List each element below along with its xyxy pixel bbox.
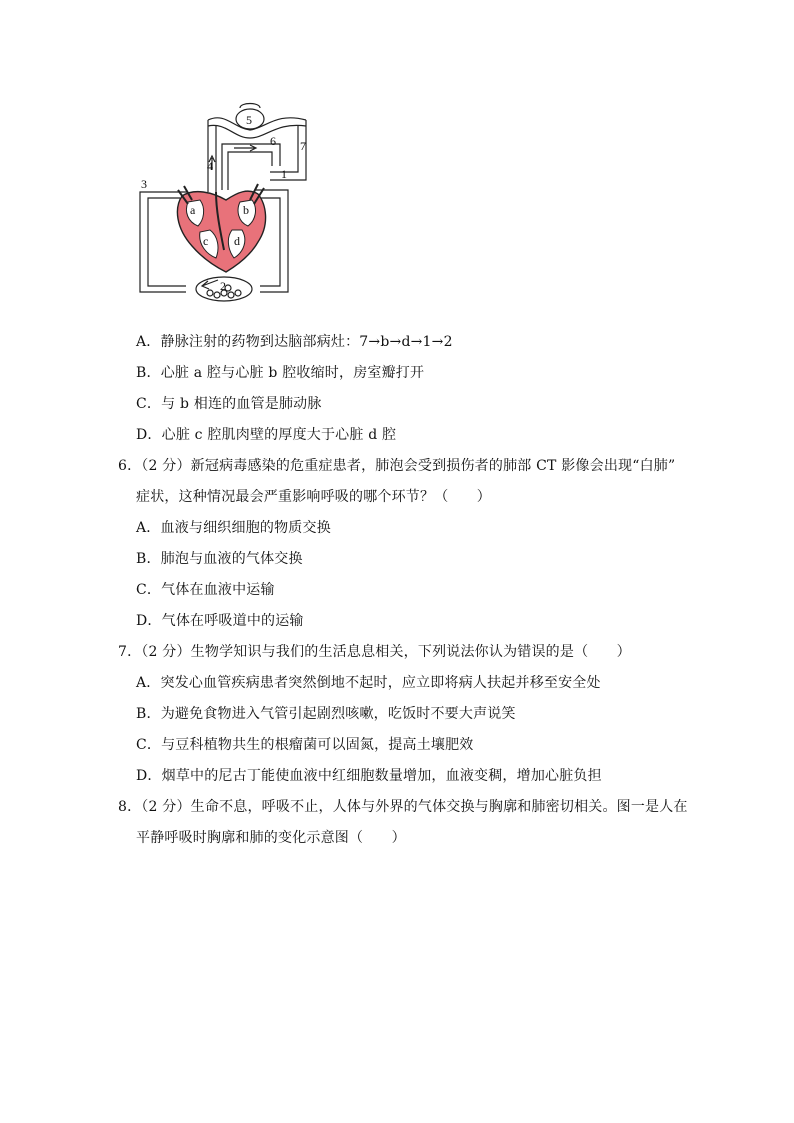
q6-option-a: A．血液与细织细胞的物质交换 — [136, 520, 331, 536]
label-3: 3 — [141, 177, 147, 191]
q6-option-c: C．气体在血液中运输 — [136, 582, 275, 598]
label-7: 7 — [300, 139, 306, 153]
label-4: 4 — [207, 159, 213, 173]
q5-option-b: B．心脏 a 腔与心脏 b 腔收缩时，房室瓣打开 — [136, 365, 425, 381]
q6-option-b: B．肺泡与血液的气体交换 — [136, 551, 303, 567]
q7-stem-line1: 7．（2 分）生物学知识与我们的生活息息相关，下列说法你认为错误的是（ ） — [118, 644, 631, 660]
label-2: 2 — [220, 279, 226, 293]
circulation-diagram-svg — [130, 100, 330, 305]
q6-stem-line2: 症状，这种情况最会严重影响呼吸的哪个环节？（ ） — [136, 489, 491, 505]
q6-stem-line1: 6．（2 分）新冠病毒感染的危重症患者，肺泡会受到损伤者的肺部 CT 影像会出现“白肺” — [118, 458, 676, 474]
label-d: d — [234, 234, 240, 248]
vessel-7-inner — [270, 126, 298, 172]
q7-option-d: D．烟草中的尼古丁能使血液中红细胞数量增加，血液变稠，增加心脏负担 — [136, 768, 602, 784]
label-6: 6 — [270, 134, 276, 148]
q8-stem-line1: 8．（2 分）生命不息，呼吸不止，人体与外界的气体交换与胸廓和肺密切相关。图一是人在 — [118, 799, 688, 815]
q7-option-c: C．与豆科植物共生的根瘤菌可以固氮，提高土壤肥效 — [136, 737, 474, 753]
q8-stem-line2: 平静呼吸时胸廓和肺的变化示意图（ ） — [136, 830, 406, 846]
q5-option-a: A．静脉注射的药物到达脑部病灶：7→b→d→1→2 — [136, 334, 453, 350]
arrow-right-icon — [234, 145, 256, 151]
pulmonary-upper-curve — [208, 118, 306, 130]
q5-option-c: C．与 b 相连的血管是肺动脉 — [136, 396, 322, 412]
circulation-diagram — [130, 100, 330, 305]
label-b: b — [243, 203, 249, 217]
label-5: 5 — [246, 113, 252, 127]
label-1: 1 — [281, 167, 287, 181]
trachea-shape — [240, 104, 260, 109]
label-a: a — [190, 203, 196, 217]
q7-option-b: B．为避免食物进入气管引起剧烈咳嗽，吃饭时不要大声说笑 — [136, 706, 516, 722]
arrow-left-icon — [202, 280, 218, 289]
label-c: c — [203, 234, 209, 248]
q7-option-a: A．突发心血管疾病患者突然倒地不起时，应立即将病人扶起并移至安全处 — [136, 675, 601, 691]
vessel-6-inner — [228, 152, 272, 190]
q5-option-d: D．心脏 c 腔肌肉壁的厚度大于心脏 d 腔 — [136, 427, 397, 443]
q6-option-d: D．气体在呼吸道中的运输 — [136, 613, 304, 629]
